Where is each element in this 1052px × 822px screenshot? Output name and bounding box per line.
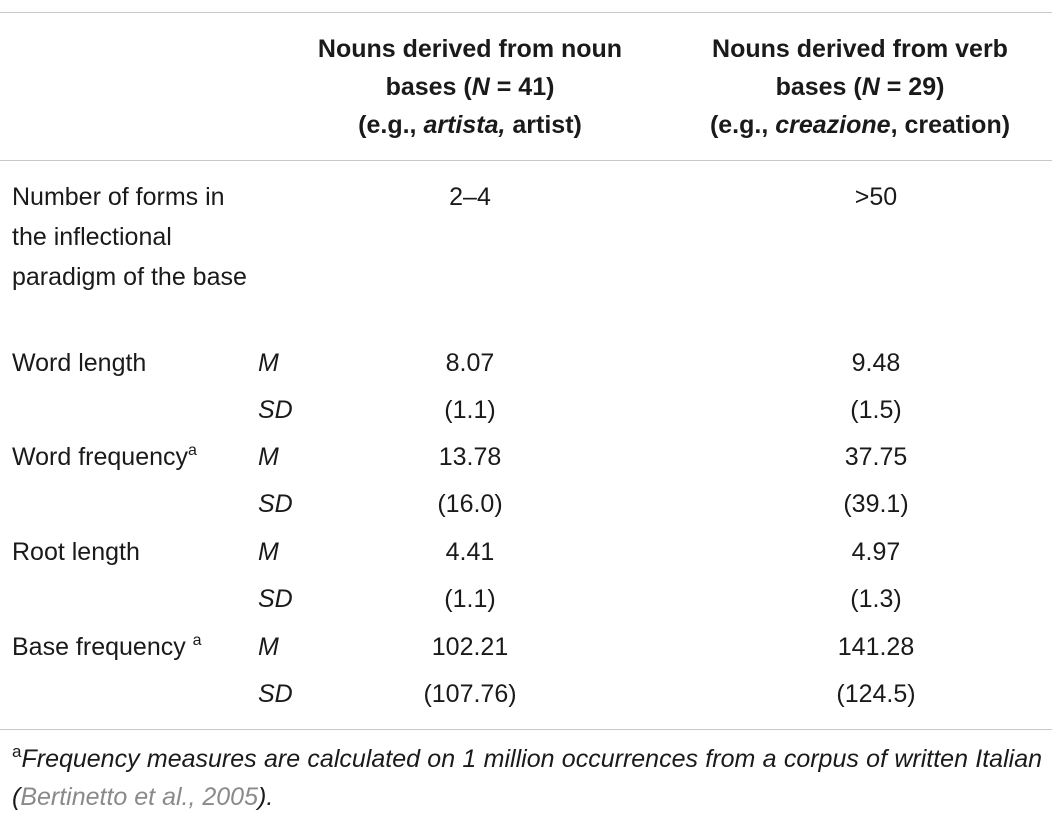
- cell-root-length-mean-noun: 4.41: [445, 538, 495, 566]
- table-footnote: [12, 740, 1042, 816]
- cell-base-frequency-mean-verb: 141.28: [837, 633, 915, 661]
- header-example: creazione: [775, 111, 891, 139]
- cell-word-length-sd-verb: (1.5): [850, 396, 902, 424]
- header-line: Nouns derived from noun: [317, 35, 623, 63]
- header-text: , creation): [890, 111, 1011, 139]
- cell-forms-verb: >50: [854, 183, 898, 211]
- header-text: artist): [505, 111, 582, 139]
- row-label-root-length: Root length: [12, 538, 140, 566]
- header-line: [668, 106, 1052, 144]
- column-header-verb-bases: [668, 30, 1052, 144]
- cell-word-frequency-mean-noun: 13.78: [438, 443, 502, 471]
- cell-base-frequency-sd-verb: (124.5): [836, 680, 916, 708]
- header-line: [668, 68, 1052, 106]
- stat-sd: SD: [258, 396, 293, 424]
- stat-mean: M: [258, 538, 279, 566]
- stat-sd: SD: [258, 680, 293, 708]
- cell-root-length-mean-verb: 4.97: [851, 538, 901, 566]
- cell-forms-noun: 2–4: [449, 183, 491, 211]
- stat-sd: SD: [258, 585, 293, 613]
- cell-base-frequency-mean-noun: 102.21: [431, 633, 509, 661]
- header-text: = 41): [489, 73, 555, 101]
- stat-mean: M: [258, 443, 279, 471]
- header-line: [282, 106, 658, 144]
- header-text: bases (: [775, 73, 862, 101]
- header-text: (e.g.,: [358, 111, 424, 139]
- header-line: Nouns derived from verb: [712, 35, 1008, 63]
- header-text: bases (: [385, 73, 472, 101]
- stat-sd: SD: [258, 490, 293, 518]
- header-n: N: [471, 73, 490, 101]
- table-top-rule: [0, 12, 1052, 13]
- cell-word-frequency-sd-verb: (39.1): [843, 490, 909, 518]
- row-label-word-frequency: [12, 437, 197, 477]
- footnote-marker: a: [12, 742, 22, 761]
- cell-word-length-mean-verb: 9.48: [851, 349, 901, 377]
- stat-mean: M: [258, 349, 279, 377]
- row-label-base-frequency: [12, 627, 202, 667]
- cell-root-length-sd-noun: (1.1): [444, 585, 496, 613]
- footnote-marker: a: [192, 632, 202, 649]
- footnote-marker: a: [188, 442, 197, 459]
- footnote-text: ).: [258, 783, 274, 811]
- label-text: Base frequency: [12, 633, 193, 661]
- cell-word-length-sd-noun: (1.1): [444, 396, 496, 424]
- cell-word-frequency-sd-noun: (16.0): [437, 490, 503, 518]
- column-header-noun-bases: [282, 30, 658, 144]
- row-label-forms: Number of forms in the inflectional paradigm of the base: [12, 183, 247, 291]
- stat-mean: M: [258, 633, 279, 661]
- header-text: = 29): [879, 73, 945, 101]
- cell-word-length-mean-noun: 8.07: [445, 349, 495, 377]
- cell-base-frequency-sd-noun: (107.76): [423, 680, 517, 708]
- footnote-text: Frequency measures are calculated on 1 million occurrences from a corpus of written Italian (: [12, 745, 1042, 811]
- label-text: Word frequency: [12, 443, 189, 471]
- cell-root-length-sd-verb: (1.3): [850, 585, 902, 613]
- header-line: [282, 68, 658, 106]
- header-n: N: [861, 73, 880, 101]
- header-example: artista,: [423, 111, 506, 139]
- header-text: (e.g.,: [709, 111, 776, 139]
- table-bottom-rule: [0, 729, 1052, 730]
- cell-word-frequency-mean-verb: 37.75: [844, 443, 908, 471]
- table-header-rule: [0, 160, 1052, 161]
- row-label-word-length: Word length: [12, 349, 147, 377]
- citation-link[interactable]: Bertinetto et al., 2005: [20, 783, 258, 811]
